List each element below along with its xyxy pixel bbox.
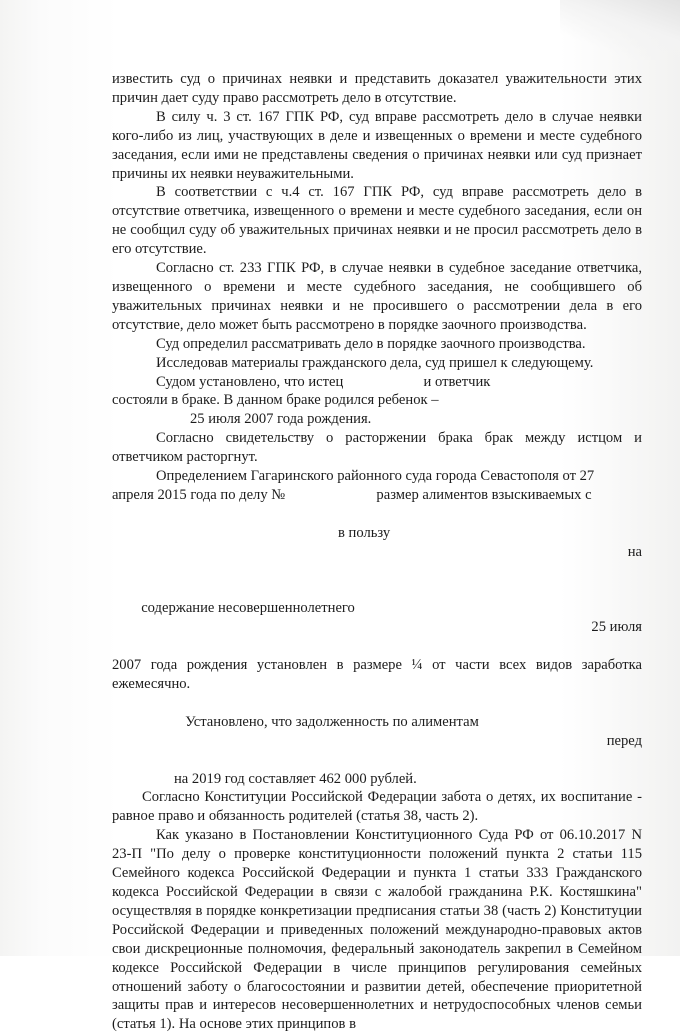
paragraph-court-decided: Суд определил рассматривать дело в порядке заочного производства. <box>156 335 586 352</box>
paragraph-gpk-167-4: В соответствии с ч.4 ст. 167 ГПК РФ, суд вправе рассмотреть дело в отсутствие ответчика, извещенного о времени и месте судебного заседания, если он не сообщил суду об уважительных причинах неявки и не просил рассмотреть дело в его отсутствие. <box>112 184 642 258</box>
text-in-favor: в пользу <box>338 524 391 541</box>
page-corner-shadow <box>560 0 680 60</box>
paragraph-constitution: Согласно Конституции Российской Федерации забота о детях, их воспитание - равное право и обязанность родителей (статья 38, часть 2). <box>112 789 642 825</box>
line-child-born: состояли в браке. В данном браке родился ребенок – <box>112 392 439 409</box>
line-minor-support <box>112 580 642 656</box>
text-arrears: Установлено, что задолженность по алиментам <box>185 713 479 730</box>
paragraph-alimony-ruling <box>112 467 642 694</box>
text-na: на <box>627 543 642 560</box>
paragraph-gpk-167-3: В силу ч. 3 ст. 167 ГПК РФ, суд вправе рассмотреть дело в случае неявки кого-либо из лиц, участвующих в деле и извещенных о времени и месте судебного заседания, если ими не представлены сведения о причинах неявки или суд признает причины их неявки неуважительными. <box>112 108 642 182</box>
text-july-25: 25 июля <box>591 619 642 636</box>
line-plaintiff-defendant: Судом установлено, что истец и ответчик <box>156 373 491 390</box>
paragraph-gpk-233: Согласно ст. 233 ГПК РФ, в случае неявки в судебное заседание ответчика, извещенного о времени и месте судебного заседания, не сообщившего об уважительных причинах неявки и не просившего о рассмотрении дела в его отсутствие, дело может быть рассмотрено в порядке заочного производства. <box>112 260 642 333</box>
line-arrears <box>112 694 642 770</box>
paragraph-arrears <box>112 694 642 789</box>
line-case-number: апреля 2015 года по делу № размер алиментов взыскиваемых с <box>112 486 592 503</box>
text-minor-support: содержание несовершеннолетнего <box>141 600 355 617</box>
line-birth-date: 25 июля 2007 года рождения. <box>190 411 372 428</box>
paragraph-divorce-certificate: Согласно свидетельству о расторжении брака брак между истцом и ответчиком расторгнут. <box>112 430 642 466</box>
paragraph-absence-evidence: известить суд о причинах неявки и представить доказател уважительности этих причин дает суду право рассмотреть дело в отсутствие. <box>112 71 642 106</box>
paragraph-marriage-established <box>112 373 642 430</box>
line-arrears-amount: на 2019 год составляет 462 000 рублей. <box>174 770 417 787</box>
paragraph-materials-studied: Исследовав материалы гражданского дела, суд пришел к следующему. <box>156 354 594 371</box>
line-in-favor <box>112 505 642 581</box>
text-alimony-amount: 2007 года рождения установлен в размере ¼ от части всех видов заработка ежемесячно. <box>112 657 642 692</box>
text-before: перед <box>606 732 642 749</box>
document-body <box>112 70 642 1034</box>
line-gagarinsky-court: Определением Гагаринского районного суда города Севастополя от 27 <box>156 468 595 485</box>
paragraph-constitutional-court: Как указано в Постановлении Конституционного Суда РФ от 06.10.2017 N 23-П "По делу о проверке конституционности положений пункта 2 статьи 115 Семейного кодекса Российской Федерации и пункта 1 статьи 333 Гражданского кодекса Российской Федерации в связи с жалобой гражданина Р.К. Костяшкина" осуществляя в порядке конкретизации предписания статьи 38 (часть 2) Конституции Российской Федерации и приведенных положений международно-правовых актов свои дискреционные полномочия, федеральный законодатель закрепил в Семейном кодексе Российской Федерации в числе принципов регулирования семейных отношений заботу о благосостоянии и развитии детей, обеспечение приоритетной защиты прав и интересов несовершеннолетних и нетрудоспособных членов семьи (статья 1). На основе этих принципов в <box>112 827 642 1033</box>
